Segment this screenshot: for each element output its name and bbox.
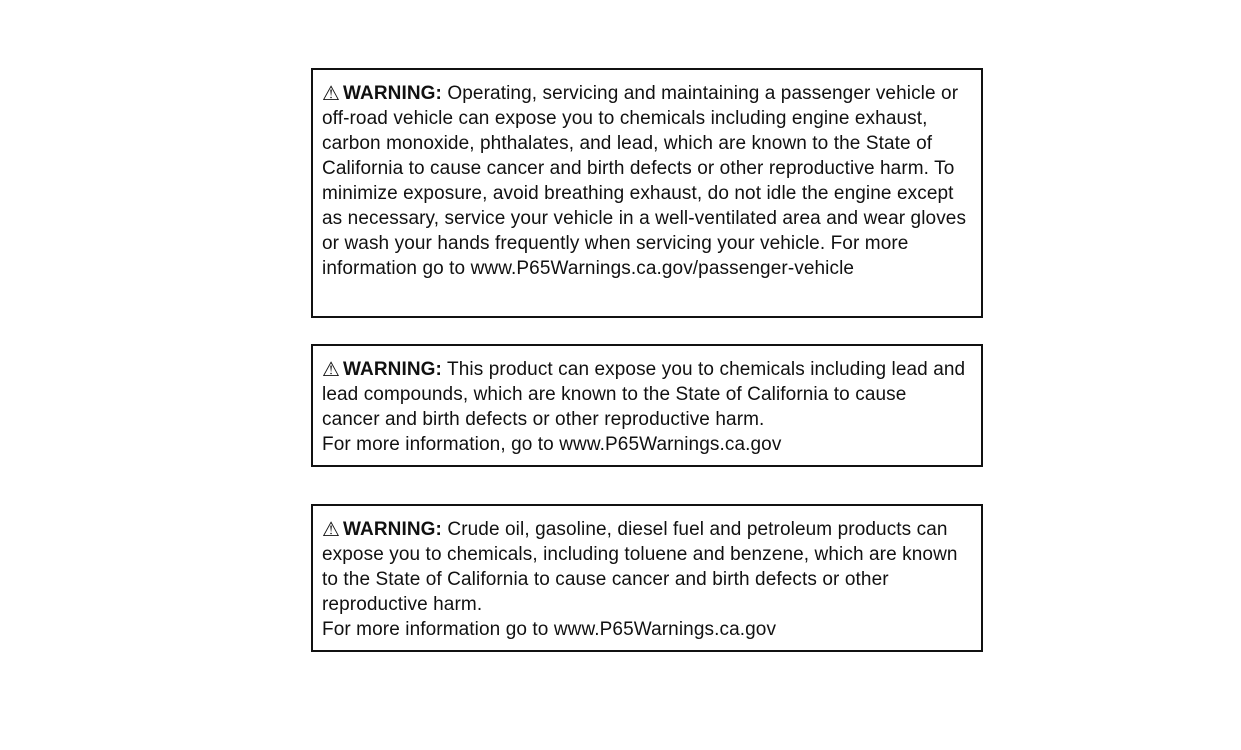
warning-more-info-line: For more information, go to www.P65Warnings.ca.gov — [322, 434, 782, 455]
warning-triangle-icon: ⚠ — [322, 82, 341, 105]
prop65-warning-passenger-vehicle — [311, 68, 983, 318]
warning-label: WARNING: — [343, 83, 442, 104]
warning-triangle-icon: ⚠ — [322, 358, 341, 381]
warning-paragraph — [322, 81, 969, 281]
warning-more-info-line: For more information go to www.P65Warnings.ca.gov — [322, 619, 777, 640]
warning-body-text: Crude oil, gasoline, diesel fuel and petroleum products can expose you to chemicals, including toluene and benzene, which are known to the State of California to cause cancer and birth defects or other reproductive harm. — [322, 519, 958, 615]
warning-body-text: This product can expose you to chemicals including lead and lead compounds, which are known to the State of California to cause cancer and birth defects or other reproductive harm. — [322, 359, 966, 430]
warning-triangle-icon: ⚠ — [322, 518, 341, 541]
prop65-warning-crude-oil-gasoline — [311, 504, 983, 652]
warning-paragraph — [322, 357, 969, 432]
warning-label: WARNING: — [343, 519, 442, 540]
warning-paragraph — [322, 517, 969, 617]
prop65-warning-lead-compounds — [311, 344, 983, 467]
warning-label: WARNING: — [343, 359, 442, 380]
warning-body-text: Operating, servicing and maintaining a passenger vehicle or off-road vehicle can expose you to chemicals including engine exhaust, carbon monoxide, phthalates, and lead, which are known to the State of California to cause cancer and birth defects or other reproductive harm. To minimize exposure, avoid breathing exhaust, do not idle the engine except as necessary, service your vehicle in a well-ventilated area and wear gloves or wash your hands frequently when servicing your vehicle. For more information go to www.P65Warnings.ca.gov/passenger-vehicle — [322, 83, 967, 279]
